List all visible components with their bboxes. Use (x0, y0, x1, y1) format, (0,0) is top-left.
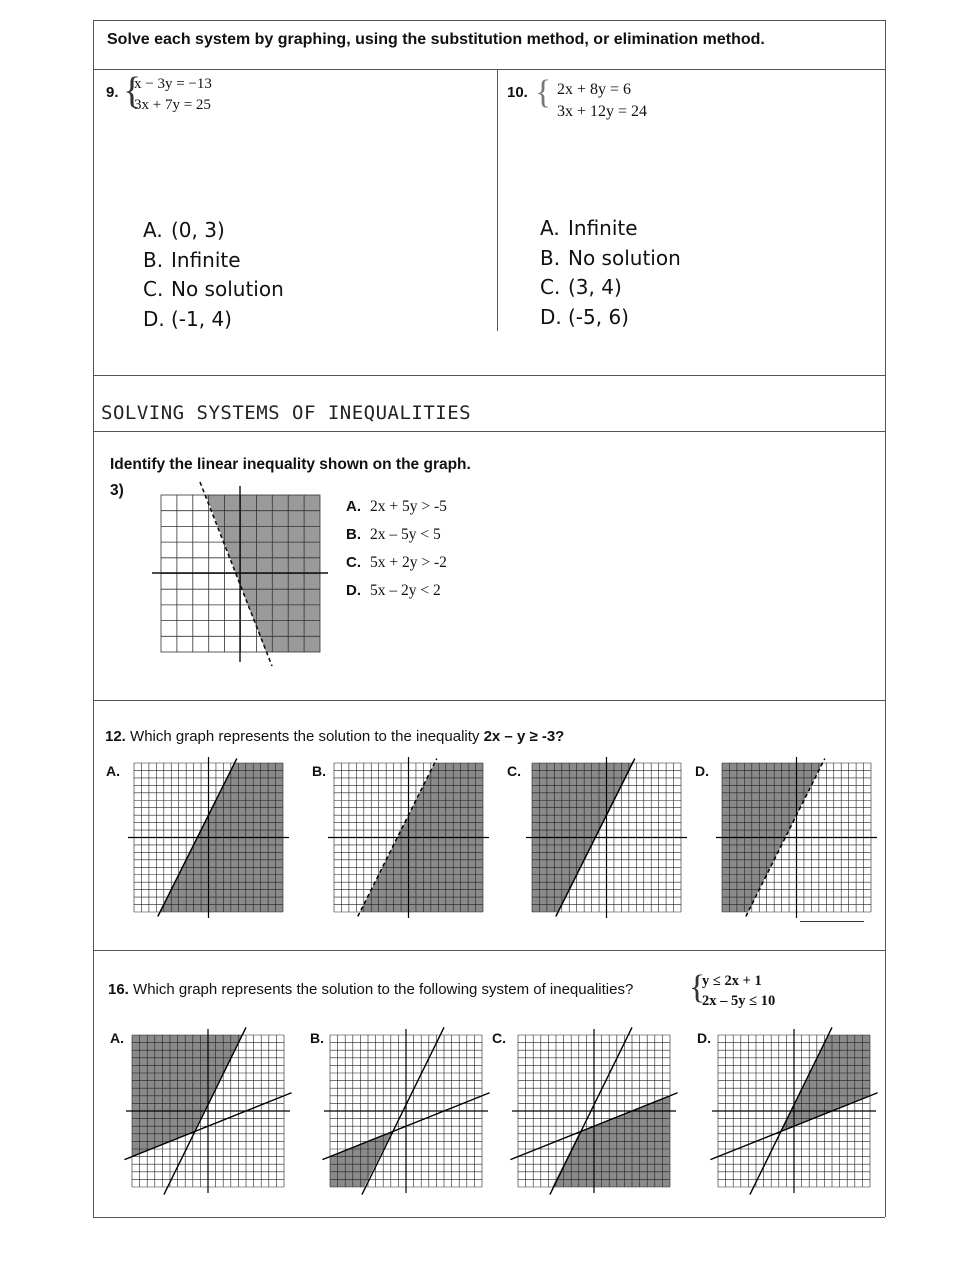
section-title: SOLVING SYSTEMS OF INEQUALITIES (101, 402, 472, 424)
q9-equation-2: 3x + 7y = 25 (134, 97, 211, 113)
divider-header (93, 69, 885, 70)
q16-graph-b (320, 1025, 492, 1197)
q12-prompt: Which graph represents the solution to the inequality (130, 728, 480, 745)
q16-inequality-2: 2x – 5y ≤ 10 (702, 993, 776, 1009)
q16-label-c[interactable]: C. (492, 1030, 506, 1046)
q12-graph-b (326, 755, 491, 920)
q16-label-d[interactable]: D. (697, 1030, 711, 1046)
q12-label-d[interactable]: D. (695, 763, 709, 779)
q9-equation-1: x − 3y = −13 (134, 76, 212, 92)
q9-choice-d[interactable]: D. (-1, 4) (143, 306, 232, 331)
q12-graph-c (524, 755, 689, 920)
q12-question (105, 728, 564, 745)
q9-choice-b[interactable]: B. Infinite (143, 247, 241, 272)
q10-number: 10. (507, 84, 528, 101)
q10-choice-b[interactable]: B. No solution (540, 245, 681, 270)
q3-choice-c[interactable]: C. 5x + 2y > -2 (346, 554, 447, 571)
scan-mark-q12 (800, 921, 864, 922)
divider-section (93, 375, 885, 376)
q10-equation-1: 2x + 8y = 6 (557, 81, 632, 98)
divider-q3 (93, 700, 885, 701)
q12-label-b[interactable]: B. (312, 763, 326, 779)
q16-graph-a (122, 1025, 294, 1197)
q10-choice-d[interactable]: D. (-5, 6) (540, 304, 629, 329)
q3-choice-d[interactable]: D. 5x – 2y < 2 (346, 582, 441, 599)
q9-choice-a[interactable]: A. (0, 3) (143, 218, 225, 242)
q10-choice-c[interactable]: C. (3, 4) (540, 275, 622, 299)
page-border-left (93, 68, 94, 1217)
q16-label-a[interactable]: A. (110, 1030, 124, 1046)
q16-graph-d (708, 1025, 880, 1197)
q16-graph-c (508, 1025, 680, 1197)
q3-number: 3) (110, 482, 124, 499)
q16-prompt: Which graph represents the solution to the following system of inequalities? (133, 981, 634, 998)
q16-d-shaded-region (780, 1035, 870, 1132)
q10-choice-a[interactable]: A. Infinite (540, 216, 638, 240)
q16-number: 16. (108, 981, 129, 998)
q10-brace: { (535, 74, 552, 111)
q3-choice-b[interactable]: B. 2x – 5y < 5 (346, 526, 441, 543)
divider-q12 (93, 950, 885, 951)
q3-choices (346, 493, 447, 605)
q12-label-a[interactable]: A. (106, 763, 120, 779)
divider-q9-q10 (497, 69, 498, 331)
divider-title (93, 431, 885, 432)
q16-label-b[interactable]: B. (310, 1030, 324, 1046)
q3-instruction: Identify the linear inequality shown on the graph. (110, 456, 471, 473)
page-border-bottom (93, 1217, 885, 1218)
q9-choices (143, 216, 284, 334)
page-border-right (885, 68, 886, 1217)
q12-number: 12. (105, 728, 126, 745)
q3-graph (150, 480, 340, 670)
q16-b-shaded-region (330, 1132, 392, 1187)
q10-equation-2: 3x + 12y = 24 (557, 103, 648, 120)
q16-inequality-1: y ≤ 2x + 1 (702, 973, 762, 989)
q9-brace: { (123, 70, 142, 112)
q9-choice-c[interactable]: C. No solution (143, 277, 284, 301)
q3-choice-a[interactable]: A. 2x + 5y > -5 (346, 498, 447, 515)
q10-choices (540, 214, 681, 332)
q12-label-c[interactable]: C. (507, 763, 521, 779)
q9-number: 9. (106, 84, 119, 101)
instruction-text: Solve each system by graphing, using the substitution method, or elimination method. (107, 31, 765, 48)
q16-question (108, 981, 633, 998)
q16-brace: { (689, 969, 706, 1006)
q12-graph-d (714, 755, 879, 920)
q12-graph-a (126, 755, 291, 920)
q12-inequality: 2x – y ≥ -3? (483, 728, 565, 745)
